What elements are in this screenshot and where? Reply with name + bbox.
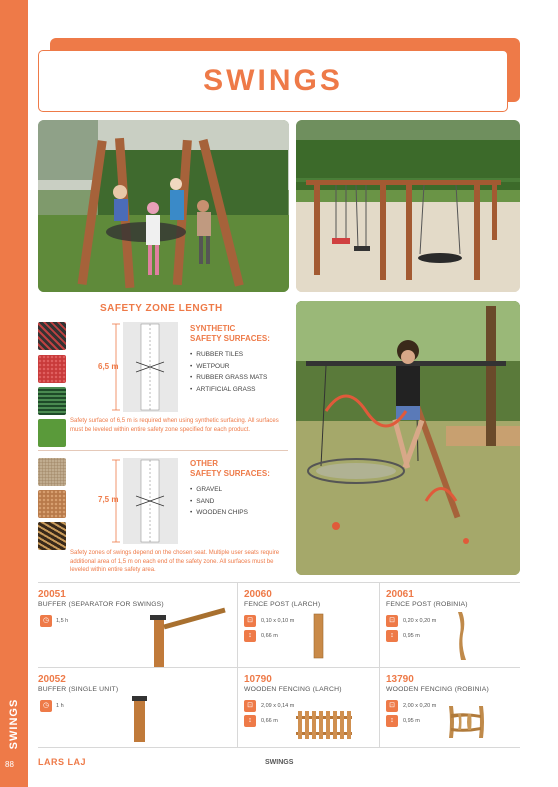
product-name: BUFFER (SEPARATOR FOR SWINGS) bbox=[38, 601, 164, 608]
dimension-icon: ⊡ bbox=[244, 700, 256, 712]
artificial-grass-swatch bbox=[38, 419, 66, 447]
product-spec: 0,10 x 0,10 m bbox=[261, 618, 295, 624]
synthetic-note: Safety surface of 6,5 m is required when using synthetic surfacing. All surfaces must be leveled within entire safety zone specified for each product. bbox=[70, 418, 279, 433]
grid-line bbox=[237, 582, 238, 747]
product-spec: 0,66 m bbox=[261, 718, 278, 724]
photo-girl-jumping bbox=[296, 301, 520, 575]
height-icon: ↕ bbox=[244, 715, 256, 727]
height-icon: ↕ bbox=[386, 715, 398, 727]
list-item: • RUBBER TILES bbox=[190, 349, 267, 361]
side-label: SWINGS bbox=[8, 698, 20, 750]
list-item: • RUBBER GRASS MATS bbox=[190, 372, 267, 384]
brand-logo: LARS LAJ bbox=[38, 757, 87, 767]
synthetic-surfaces-title: SYNTHETIC SAFETY SURFACES: bbox=[190, 324, 270, 343]
list-item: • GRAVEL bbox=[190, 484, 248, 496]
grid-line bbox=[379, 582, 380, 747]
product-code: 13790 bbox=[386, 674, 414, 685]
safety-zone-heading: SAFETY ZONE LENGTH bbox=[100, 303, 223, 314]
page-number: 88 bbox=[5, 760, 14, 769]
side-bar bbox=[0, 0, 28, 787]
rubber-tiles-swatch bbox=[38, 322, 66, 350]
sand-swatch bbox=[38, 490, 66, 518]
product-spec: 2,09 x 0,14 m bbox=[261, 703, 295, 709]
product-code: 20052 bbox=[38, 674, 66, 685]
product-spec: 2,00 x 0,20 m bbox=[403, 703, 437, 709]
product-name: WOODEN FENCING (ROBINIA) bbox=[386, 686, 489, 693]
product-name: FENCE POST (ROBINIA) bbox=[386, 601, 468, 608]
product-image-wooden-fencing-robinia bbox=[446, 704, 486, 740]
product-code: 20060 bbox=[244, 589, 272, 600]
wooden-chips-swatch bbox=[38, 522, 66, 550]
product-spec: 0,95 m bbox=[403, 633, 420, 639]
product-image-buffer-single bbox=[130, 692, 150, 744]
dimension-icon: ⊡ bbox=[386, 700, 398, 712]
product-image-wooden-fencing-larch bbox=[294, 708, 354, 740]
other-surfaces-list bbox=[190, 484, 248, 519]
product-code: 20051 bbox=[38, 589, 66, 600]
grid-line bbox=[38, 667, 520, 668]
footer-section-label: SWINGS bbox=[265, 759, 294, 766]
product-image-buffer-swings bbox=[150, 605, 230, 667]
other-surfaces-title: OTHER SAFETY SURFACES: bbox=[190, 459, 270, 478]
photo-children-nest-swing bbox=[38, 120, 289, 292]
grid-line bbox=[38, 582, 520, 583]
product-spec: 0,95 m bbox=[403, 718, 420, 724]
product-spec: 0,66 m bbox=[261, 633, 278, 639]
product-spec: 0,20 x 0,20 m bbox=[403, 618, 437, 624]
synthetic-dimension-label: 6,5 m bbox=[98, 362, 119, 371]
other-dimension-label: 7,5 m bbox=[98, 495, 119, 504]
divider bbox=[38, 450, 288, 451]
product-code: 10790 bbox=[244, 674, 272, 685]
product-name: FENCE POST (LARCH) bbox=[244, 601, 321, 608]
list-item: • WETPOUR bbox=[190, 361, 267, 373]
other-note: Safety zones of swings depend on the chosen seat. Multiple user seats require additional area of 1,5 m on each end of the safety zone. All surfaces must be leveled within entire safety area. bbox=[70, 550, 280, 573]
product-spec: 1,5 h bbox=[56, 618, 69, 624]
height-icon: ↕ bbox=[244, 630, 256, 642]
wetpour-swatch bbox=[38, 355, 66, 383]
product-name: BUFFER (SINGLE UNIT) bbox=[38, 686, 119, 693]
list-item: • SAND bbox=[190, 496, 248, 508]
grid-line bbox=[38, 747, 520, 748]
height-icon: ↕ bbox=[386, 630, 398, 642]
product-name: WOODEN FENCING (LARCH) bbox=[244, 686, 342, 693]
list-item: • ARTIFICIAL GRASS bbox=[190, 384, 267, 396]
rubber-grass-mats-swatch bbox=[38, 387, 66, 415]
clock-icon: ◷ bbox=[40, 700, 52, 712]
product-spec: 1 h bbox=[56, 703, 64, 709]
product-image-fence-post-larch bbox=[312, 612, 326, 660]
photo-swing-set-park bbox=[296, 120, 520, 292]
dimension-icon: ⊡ bbox=[386, 615, 398, 627]
list-item: • WOODEN CHIPS bbox=[190, 507, 248, 519]
page-title: SWINGS bbox=[203, 64, 343, 97]
synthetic-surfaces-list bbox=[190, 349, 267, 395]
product-code: 20061 bbox=[386, 589, 414, 600]
gravel-swatch bbox=[38, 458, 66, 486]
title-box bbox=[38, 50, 508, 112]
dimension-icon: ⊡ bbox=[244, 615, 256, 627]
clock-icon: ◷ bbox=[40, 615, 52, 627]
product-image-fence-post-robinia bbox=[456, 610, 472, 662]
